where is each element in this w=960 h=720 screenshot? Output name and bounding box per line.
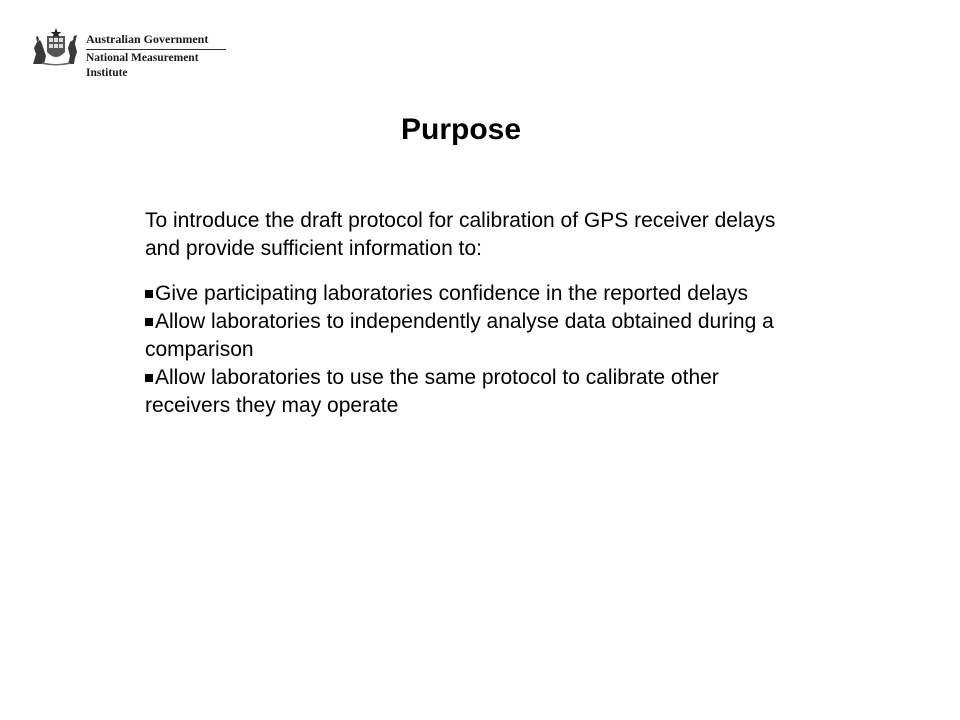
slide-body xyxy=(145,207,785,420)
org-line-1: Australian Government xyxy=(86,32,209,46)
agency-logo xyxy=(30,26,240,79)
bullet-square-icon xyxy=(145,318,153,326)
bullet-item xyxy=(145,364,785,420)
bullet-text: Allow laboratories to use the same protocol to calibrate other receivers they may operate xyxy=(145,366,719,417)
slide-title: Purpose xyxy=(400,113,522,146)
intro-text: To introduce the draft protocol for calibration of GPS receiver delays and provide sufficient information to: xyxy=(145,209,776,260)
bullet-text: Allow laboratories to independently analyse data obtained during a comparison xyxy=(145,310,774,361)
bullet-text: Give participating laboratories confidence in the reported delays xyxy=(155,282,749,305)
org-line-2: National Measurement Institute xyxy=(86,52,199,79)
bullet-item xyxy=(145,308,785,364)
bullet-item xyxy=(145,280,785,308)
bullet-square-icon xyxy=(145,290,153,298)
org-divider xyxy=(86,49,226,50)
agency-name xyxy=(86,32,240,81)
coat-of-arms-icon xyxy=(30,26,82,66)
bullet-square-icon xyxy=(145,374,153,382)
